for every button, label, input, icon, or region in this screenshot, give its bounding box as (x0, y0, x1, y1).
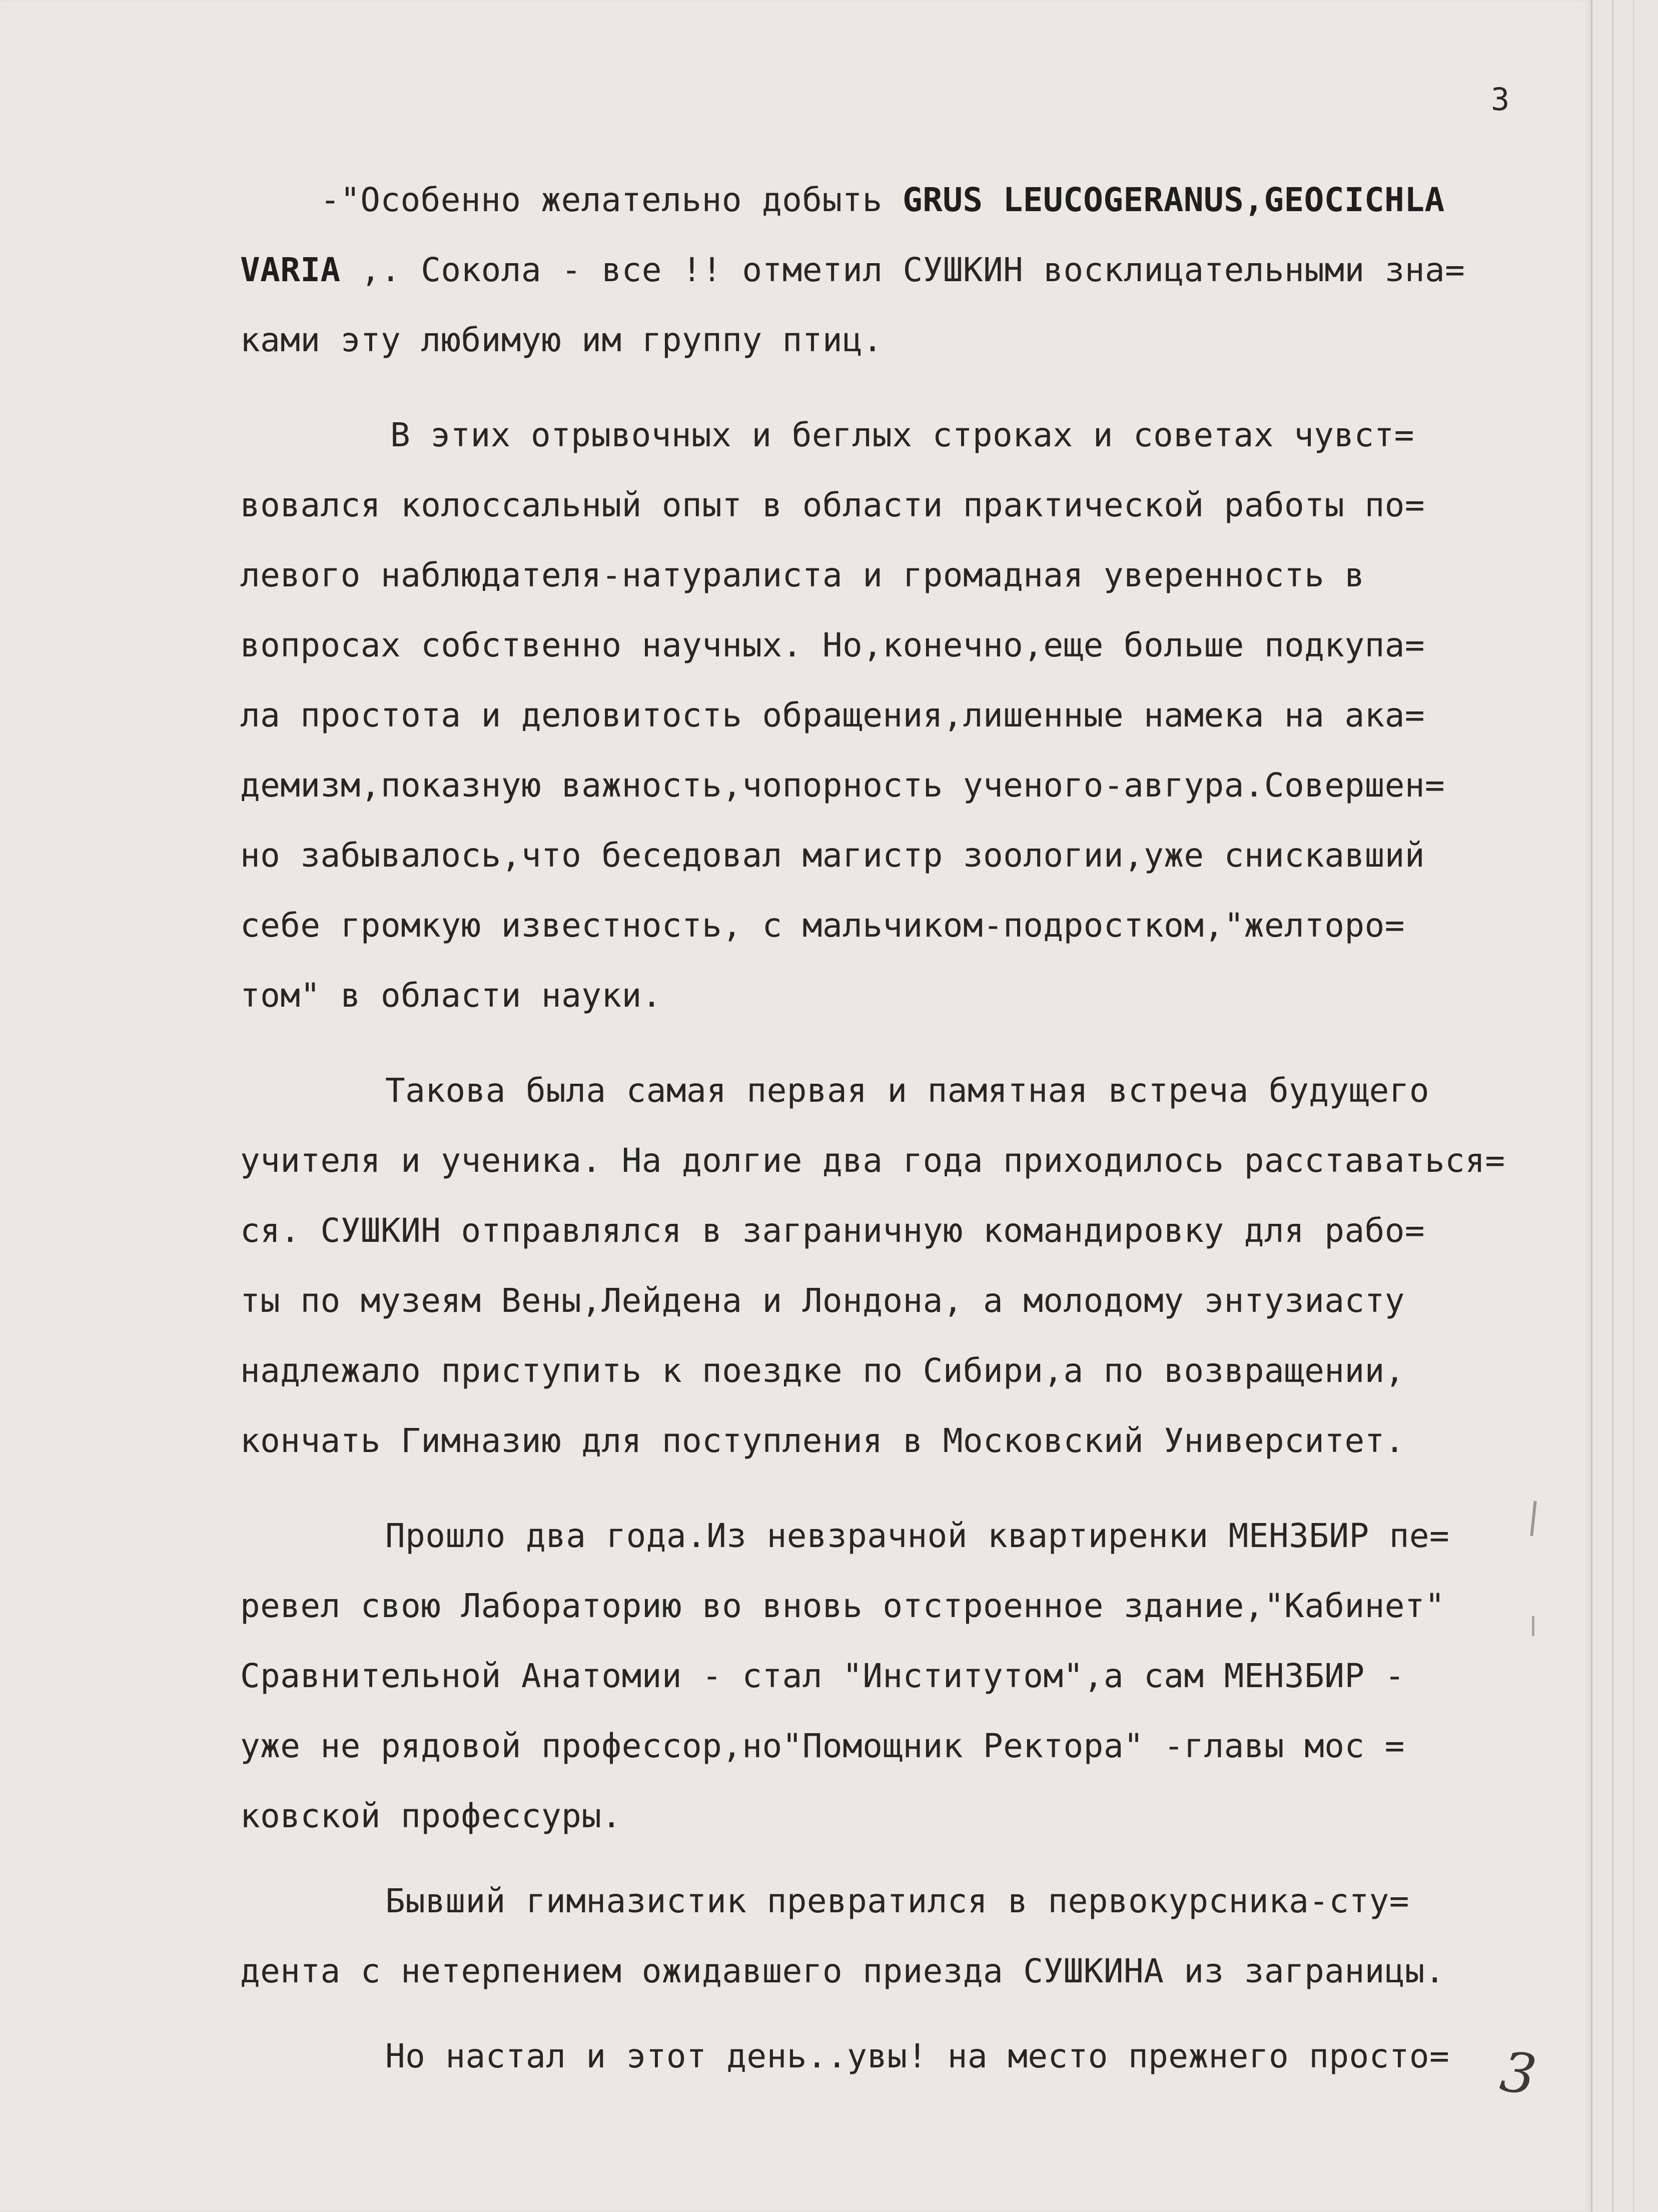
text-line (240, 165, 1561, 235)
line-text: вопросах собственно научных. Но,конечно,еще больше подкупа= (240, 626, 1425, 664)
paragraph-gap (240, 1851, 1561, 1866)
line-text: ревел свою Лабораторию во вновь отстроенное здание,"Кабинет" (240, 1587, 1445, 1625)
line-text: В этих отрывочных и беглых строках и советах чувст= (390, 416, 1414, 454)
line-text: надлежало приступить к поездке по Сибири,а по возвращении, (240, 1351, 1405, 1390)
page-edge (1612, 0, 1613, 2212)
page-edge (1591, 0, 1592, 2212)
line-text: ла простота и деловитость обращения,лишенные намека на ака= (240, 696, 1425, 734)
text-line (240, 1266, 1561, 1336)
line-text: ся. СУШКИН отправлялся в заграничную командировку для рабо= (240, 1211, 1425, 1250)
line-text: ковской профессуры. (240, 1797, 622, 1835)
handwritten-page-number: 3 (1496, 2039, 1540, 2108)
line-text: но забывалось,что беседовал магистр зоологии,уже снискавший (240, 836, 1425, 875)
line-text: учителя и ученика. На долгие два года приходилось расставаться= (240, 1141, 1505, 1180)
text-line (240, 1126, 1561, 1196)
text-line (240, 1781, 1561, 1851)
paragraph-gap (240, 2006, 1561, 2021)
text-line (240, 1711, 1561, 1781)
text-line (240, 1936, 1561, 2006)
line-text: кончать Гимназию для поступления в Московский Университет. (240, 1421, 1405, 1460)
line-text: демизм,показную важность,чопорность ученого-авгура.Совершен= (240, 766, 1445, 805)
text-line (240, 680, 1561, 751)
line-text: дента с нетерпением ожидавшего приезда СУШКИНА из заграницы. (240, 1952, 1445, 1990)
line-text: уже не рядовой профессор,но"Помощник Ректора" -главы мос = (240, 1727, 1405, 1765)
text-line (240, 961, 1561, 1031)
typed-text-body (240, 165, 1561, 2091)
line-text: ,. Сокола - все !! отметил СУШКИН восклицательными зна= (340, 251, 1465, 289)
line-text: вовался колоссальный опыт в области практической работы по= (240, 486, 1425, 524)
latin-species-name: VARIA (240, 251, 341, 289)
line-text: -"Особенно желательно добыть (320, 181, 903, 219)
text-line (240, 751, 1561, 821)
line-text: Но настал и этот день..увы! на место прежнего просто= (385, 2037, 1450, 2075)
text-line (240, 1641, 1561, 1711)
text-line (240, 305, 1561, 375)
line-text: ками эту любимую им группу птиц. (240, 321, 883, 359)
line-text: ты по музеям Вены,Лейдена и Лондона, а молодому энтузиасту (240, 1281, 1405, 1320)
text-line (240, 1406, 1561, 1476)
line-text: Бывший гимназистик превратился в первокурсника-сту= (385, 1882, 1409, 1920)
text-line (240, 400, 1561, 470)
text-line (240, 1336, 1561, 1406)
margin-mark (1532, 1616, 1534, 1636)
paragraph-gap (240, 375, 1561, 400)
text-line (240, 821, 1561, 891)
text-line (240, 891, 1561, 961)
line-text: Прошло два года.Из невзрачной квартиренки МЕНЗБИР пе= (385, 1517, 1450, 1555)
text-line (240, 1866, 1561, 1936)
line-text: Такова была самая первая и памятная встреча будущего (385, 1071, 1430, 1110)
text-line (240, 1056, 1561, 1126)
line-text: себе громкую известность, с мальчиком-подростком,"желторо= (240, 906, 1405, 945)
line-text: левого наблюдателя-натуралиста и громадная уверенность в (240, 556, 1365, 594)
paragraph-gap (240, 1476, 1561, 1501)
line-text: Сравнительной Анатомии - стал "Институтом",а сам МЕНЗБИР - (240, 1657, 1405, 1695)
latin-species-name: GRUS LEUCOGERANUS,GEOCICHLA (902, 181, 1445, 219)
text-line (240, 2021, 1561, 2091)
page-edge (1633, 0, 1634, 2212)
text-line (240, 235, 1561, 305)
page-number: 3 (1491, 81, 1510, 118)
text-line (240, 1501, 1561, 1571)
text-line (240, 1571, 1561, 1641)
text-line (240, 610, 1561, 680)
text-line (240, 1196, 1561, 1266)
paragraph-gap (240, 1031, 1561, 1056)
text-line (240, 540, 1561, 610)
text-line (240, 470, 1561, 540)
line-text: том" в области науки. (240, 976, 662, 1015)
